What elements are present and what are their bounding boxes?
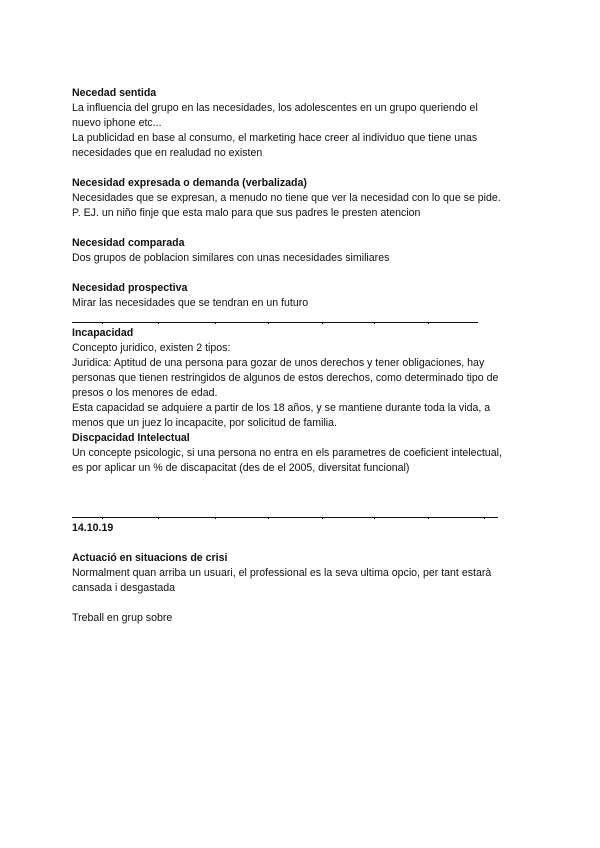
heading-necesidad-prospectiva: Necesidad prospectiva xyxy=(72,282,188,294)
text-line: Esta capacidad se adquiere a partir de los 18 años, y se mantiene durante toda la vida, a xyxy=(72,402,491,414)
heading-actuacio-crisi: Actuació en situacions de crisi xyxy=(72,552,228,564)
spacer xyxy=(72,491,532,506)
text-line: cansada i desgastada xyxy=(72,582,176,594)
spacer xyxy=(72,221,532,236)
text-line: Concepto juridico, existen 2 tipos: xyxy=(72,342,231,354)
text-line: necesidades que en realudad no existen xyxy=(72,147,263,159)
spacer xyxy=(72,596,532,611)
text-line: P. EJ. un niño finje que esta malo para que sus padres le presten atencion xyxy=(72,207,421,219)
heading-necedad-sentida: Necedad sentida xyxy=(72,87,157,99)
text-line: menos que un juez lo incapacite, por solicitud de familia. xyxy=(72,417,337,429)
text-line: Juridica: Aptitud de una persona para gozar de unos derechos y tener obligaciones, hay xyxy=(72,357,485,369)
text-line: presos o los menores de edad. xyxy=(72,387,218,399)
text-line: La influencia del grupo en las necesidades, los adolescentes en un grupo queriendo el xyxy=(72,102,478,114)
text-line: personas que tienen restringidos de algunos de estos derechos, como determinado tipo de xyxy=(72,372,499,384)
text-line: Necesidades que se expresan, a menudo no tiene que ver la necesidad con lo que se pide. xyxy=(72,192,501,204)
heading-necesidad-expresada: Necesidad expresada o demanda (verbalizada) xyxy=(72,177,307,189)
spacer xyxy=(72,266,532,281)
text-line: Treball en grup sobre xyxy=(72,612,173,624)
document-body xyxy=(72,86,532,626)
divider-line xyxy=(72,311,532,326)
text-line: Normalment quan arriba un usuari, el professional es la seva ultima opcio, per tant estarà xyxy=(72,567,492,579)
text-line: es por aplicar un % de discapacitat (des de el 2005, diversitat funcional) xyxy=(72,462,410,474)
spacer xyxy=(72,536,532,551)
heading-incapacidad: Incapacidad xyxy=(72,327,134,339)
spacer xyxy=(72,476,532,491)
text-line: Un concepte psicologic, si una persona no entra en els parametres de coeficient intelectual, xyxy=(72,447,502,459)
divider-line xyxy=(72,506,532,521)
date-heading: 14.10.19 xyxy=(72,522,114,534)
heading-discapacidad-intelectual: Discpacidad Intelectual xyxy=(72,432,190,444)
spacer xyxy=(72,161,532,176)
heading-necesidad-comparada: Necesidad comparada xyxy=(72,237,185,249)
text-line: Dos grupos de poblacion similares con unas necesidades similiares xyxy=(72,252,390,264)
text-line: nuevo iphone etc... xyxy=(72,117,162,129)
text-line: La publicidad en base al consumo, el marketing hace creer al individuo que tiene unas xyxy=(72,132,478,144)
text-line: Mirar las necesidades que se tendran en un futuro xyxy=(72,297,309,309)
